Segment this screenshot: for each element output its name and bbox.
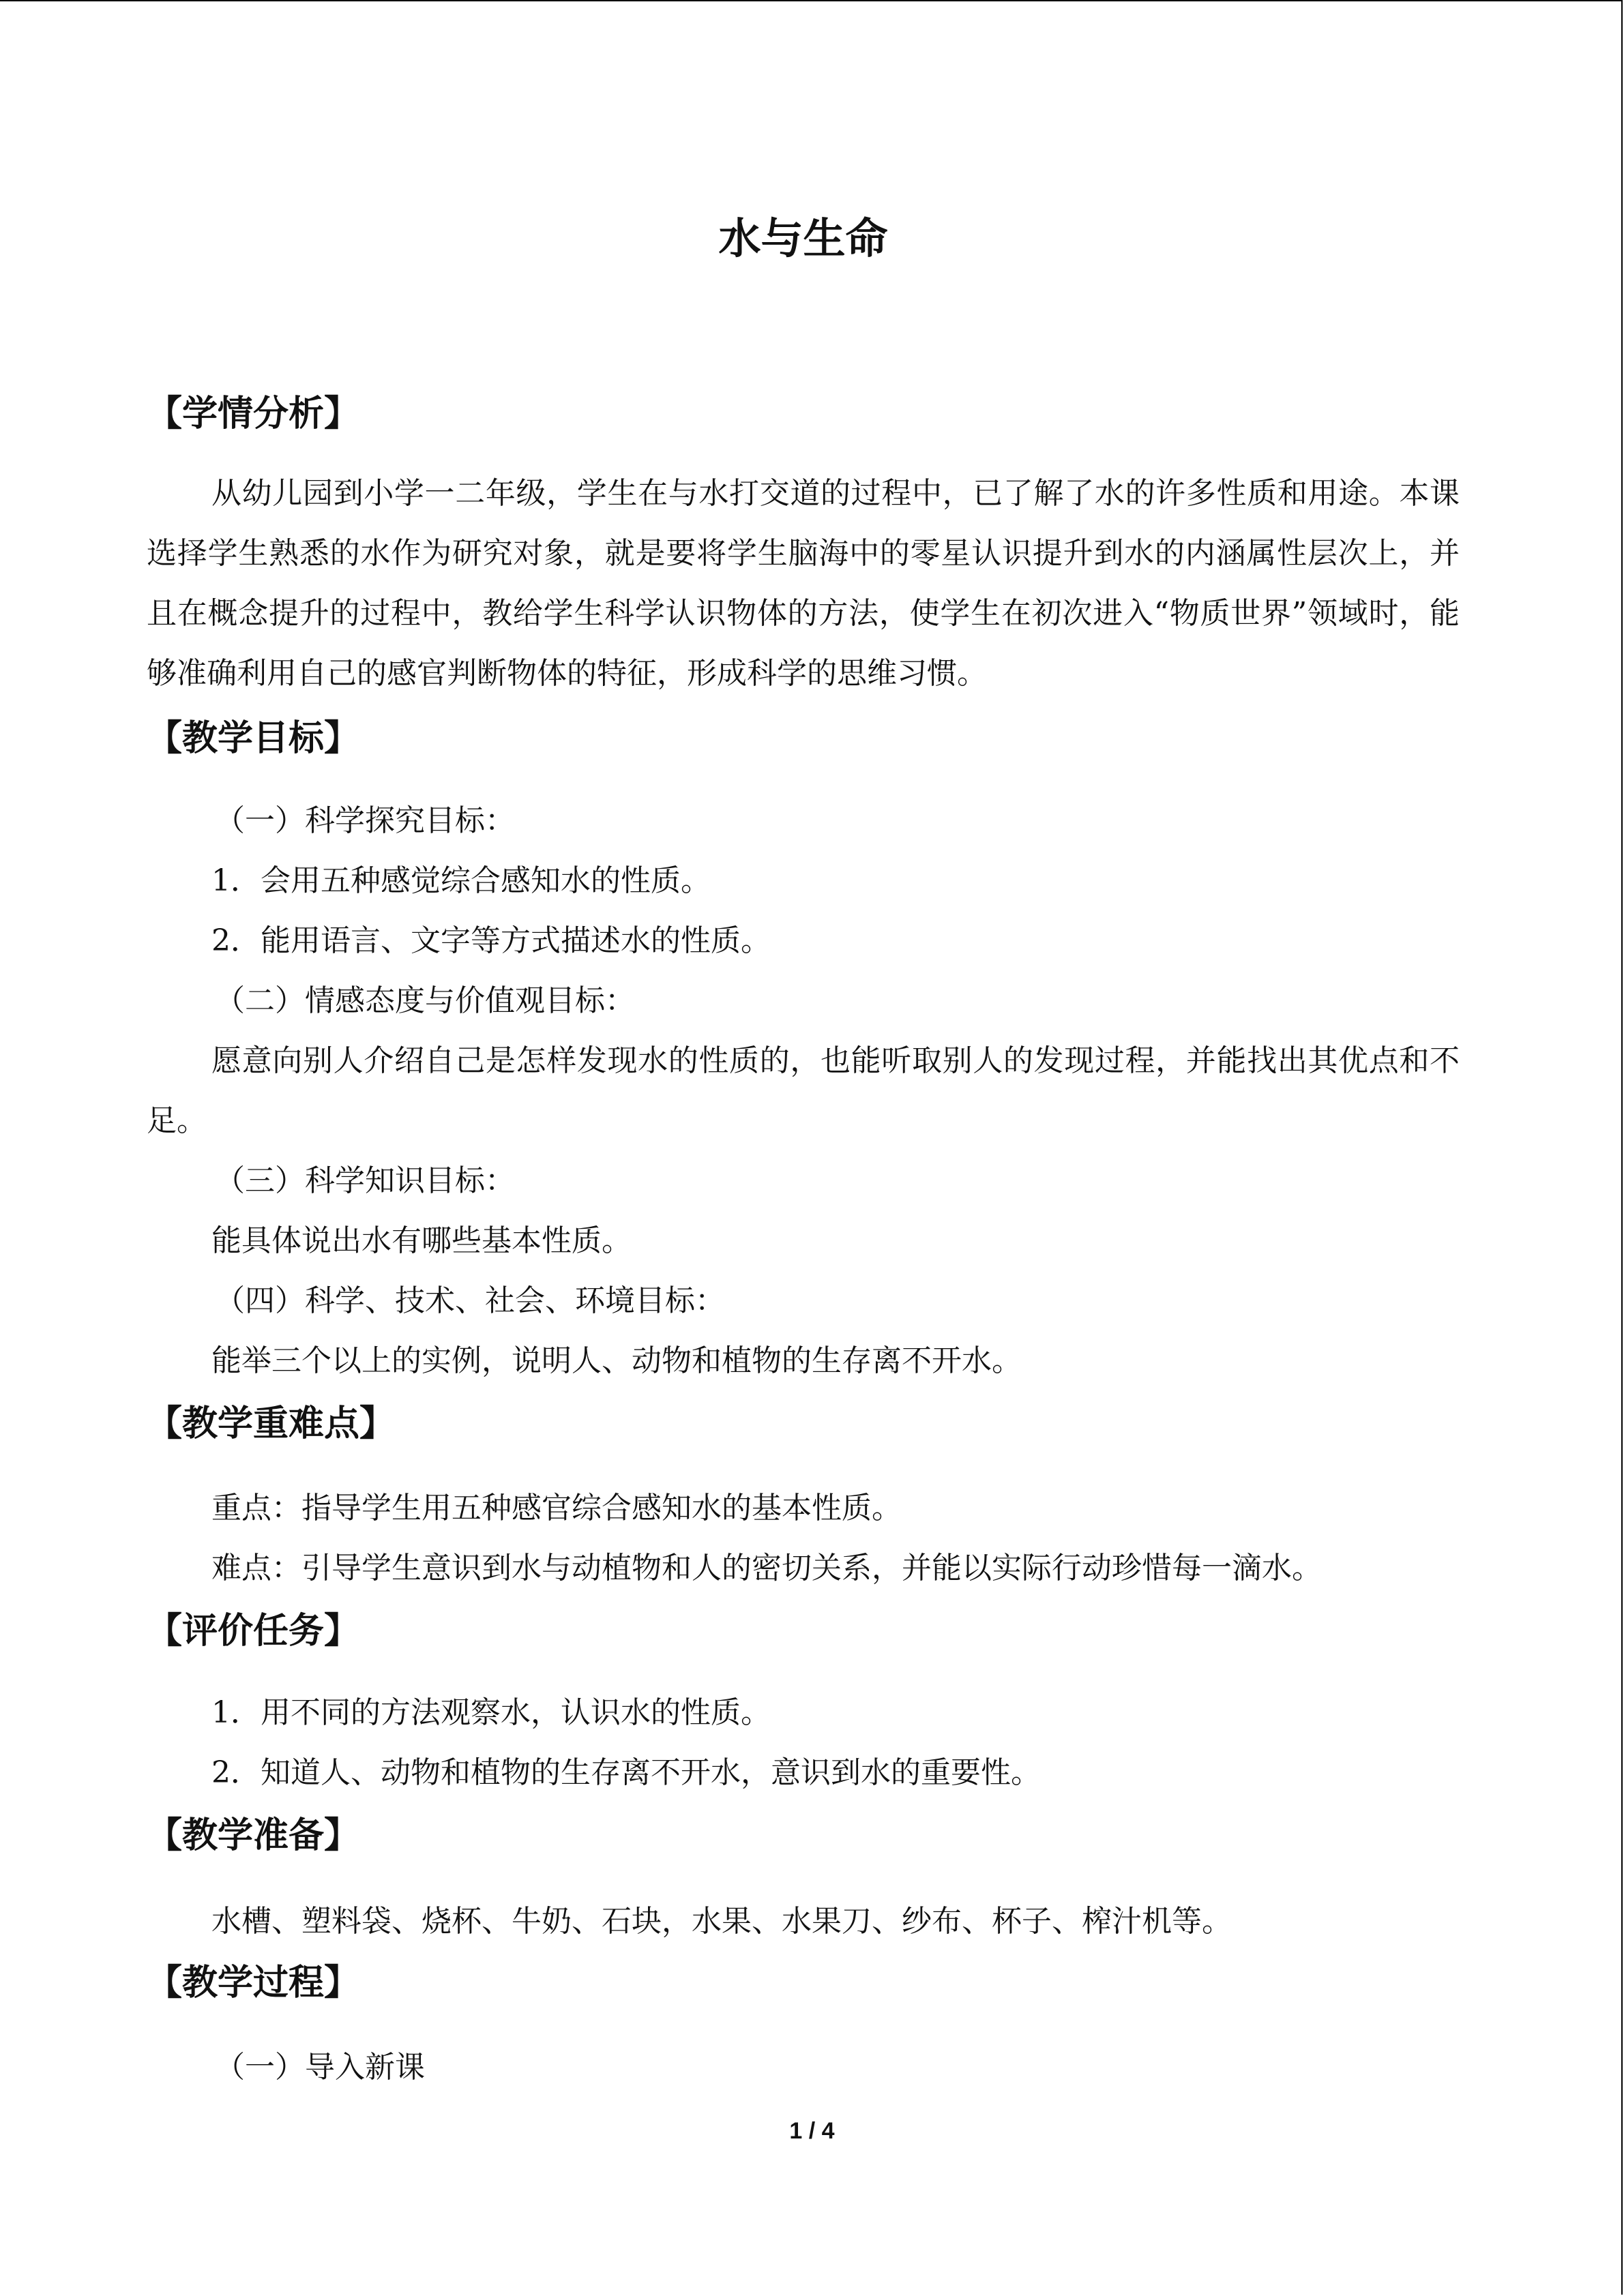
- goals-knowledge-text: 能具体说出水有哪些基本性质。: [211, 1223, 632, 1258]
- goals-item-1: 1．会用五种感觉综合感知水的性质。: [211, 863, 711, 898]
- goals-item-2: 2．能用语言、文字等方式描述水的性质。: [211, 923, 771, 958]
- section-heading-preparation: 【教学准备】: [147, 1815, 360, 1856]
- section-heading-key-points: 【教学重难点】: [147, 1403, 396, 1444]
- key-point-focus: 重点：指导学生用五种感官综合感知水的基本性质。: [211, 1491, 902, 1525]
- goals-sts-text: 能举三个以上的实例，说明人、动物和植物的生存离不开水。: [211, 1343, 1022, 1378]
- goals-subheading-attitude: （二）情感态度与价值观目标：: [215, 983, 635, 1018]
- process-subheading-intro: （一）导入新课: [215, 2050, 425, 2085]
- section-heading-analysis: 【学情分析】: [147, 393, 360, 434]
- document-title: 水与生命: [718, 213, 888, 263]
- section-heading-evaluation: 【评价任务】: [147, 1611, 360, 1652]
- section-heading-process: 【教学过程】: [147, 1963, 360, 2003]
- analysis-paragraph: 从幼儿园到小学一二年级，学生在与水打交道的过程中，已了解了水的许多性质和用途。本课选择学生熟悉的水作为研究对象，就是要将学生脑海中的零星认识提升到水的内涵属性层次上，并且在概念提升的过程中，教给学生科学认识物体的方法，使学生在初次进入“物质世界”领域时，能够准确利用自己的感官判断物体的特征，形成科学的思维习惯。: [147, 476, 1460, 691]
- evaluation-item-2: 2．知道人、动物和植物的生存离不开水，意识到水的重要性。: [211, 1755, 1041, 1790]
- goals-attitude-paragraph: 愿意向别人介绍自己是怎样发现水的性质的，也能听取别人的发现过程，并能找出其优点和不足。: [147, 1043, 1460, 1138]
- goals-subheading-knowledge: （三）科学知识目标：: [215, 1163, 515, 1198]
- section-heading-goals: 【教学目标】: [147, 718, 360, 759]
- evaluation-item-1: 1．用不同的方法观察水，认识水的性质。: [211, 1695, 771, 1730]
- goals-subheading-inquiry: （一）科学探究目标：: [215, 803, 515, 838]
- key-point-difficulty: 难点：引导学生意识到水与动植物和人的密切关系，并能以实际行动珍惜每一滴水。: [211, 1551, 1322, 1585]
- preparation-text: 水槽、塑料袋、烧杯、牛奶、石块，水果、水果刀、纱布、杯子、榨汁机等。: [211, 1904, 1232, 1939]
- goals-subheading-sts: （四）科学、技术、社会、环境目标：: [215, 1283, 725, 1318]
- page-number: 1 / 4: [789, 2118, 835, 2144]
